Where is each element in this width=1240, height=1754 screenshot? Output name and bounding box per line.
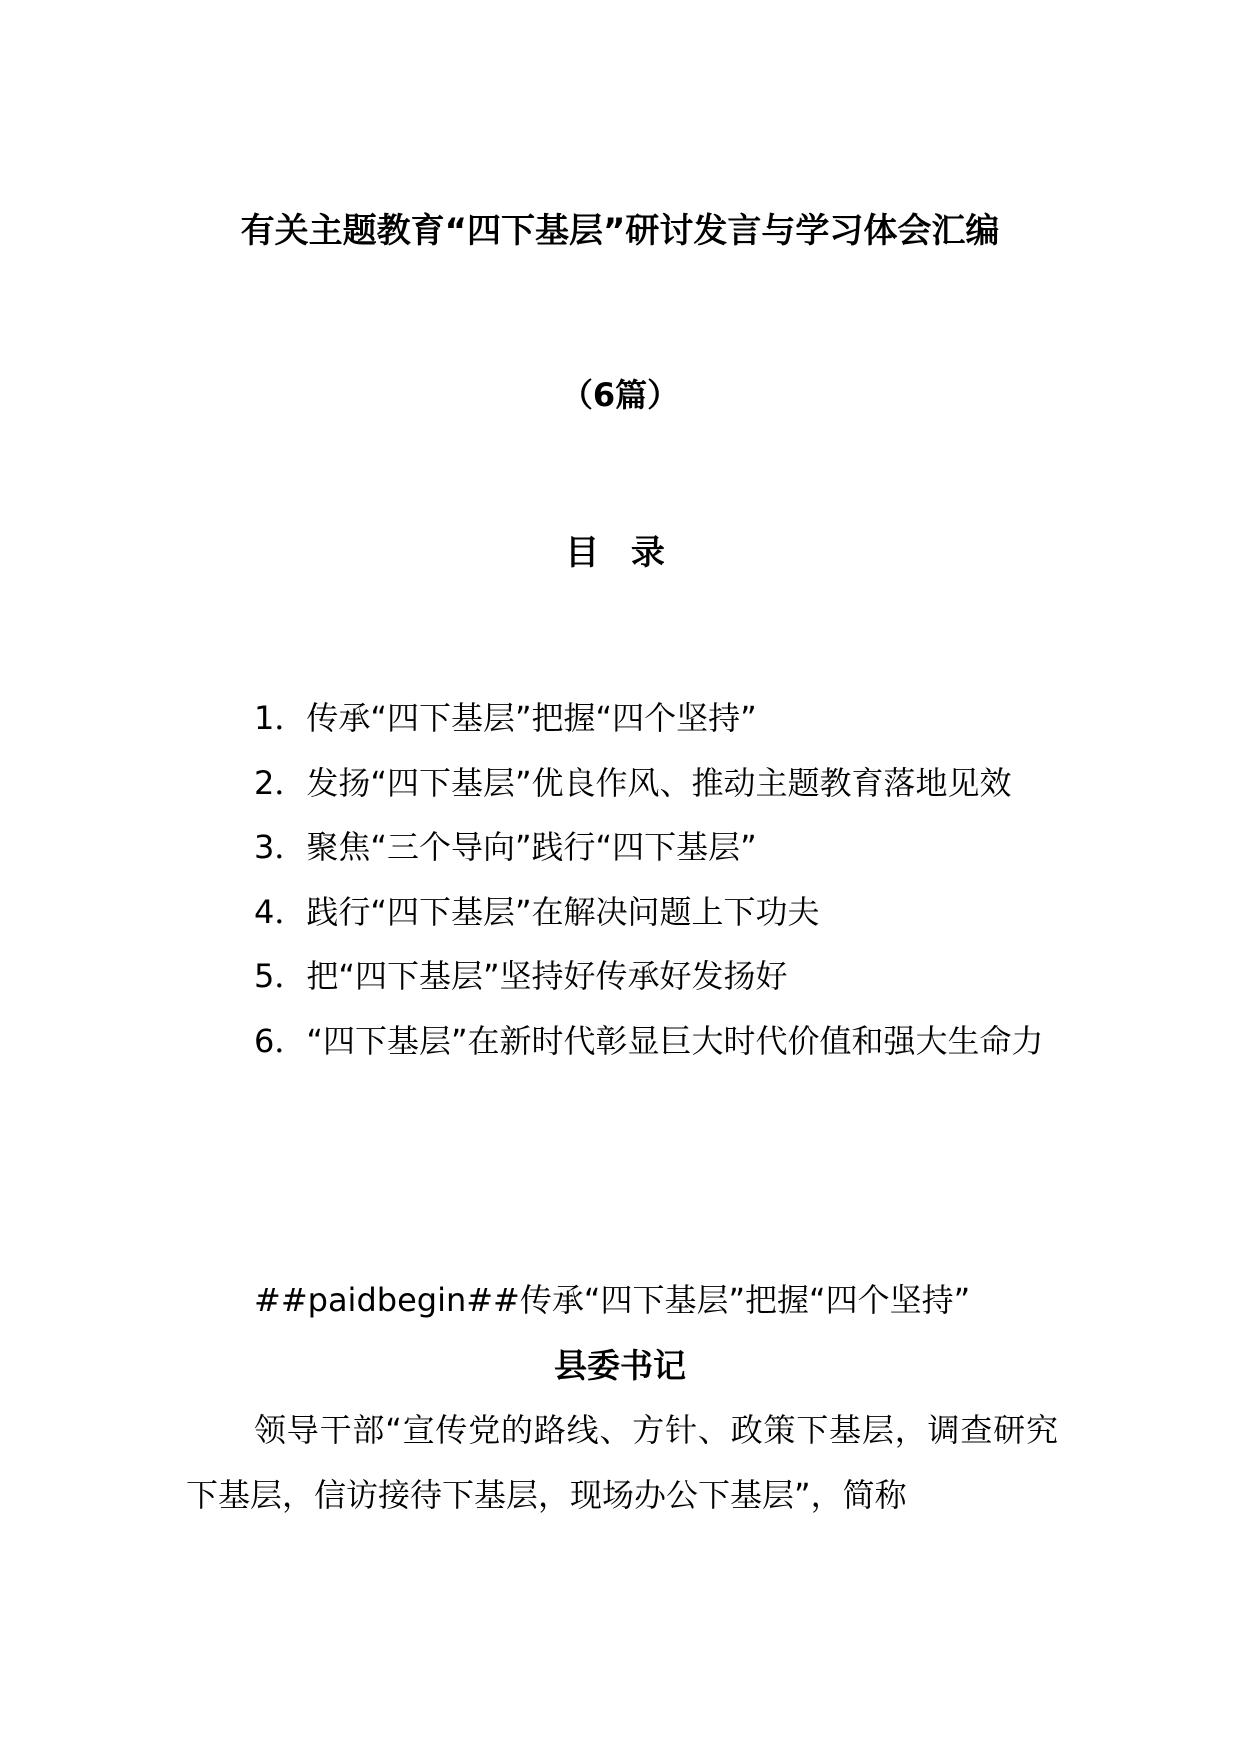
document-title: 有关主题教育“四下基层”研讨发言与学习体会汇编	[240, 211, 1000, 251]
document-subtitle: （6篇）	[560, 376, 680, 414]
toc-heading: 目 录	[565, 533, 675, 573]
toc-item: 6．“四下基层”在新时代彰显巨大时代价值和强大生命力	[254, 1021, 1044, 1060]
author-label: 县委书记	[554, 1346, 686, 1385]
toc-item: 5．把“四下基层”坚持好传承好发扬好	[254, 957, 788, 995]
body-paragraph: 领导干部“宣传党的路线、方针、政策下基层，调查研究下基层，信访接待下基层，现场办公下基层”，简称	[186, 1411, 1058, 1514]
toc-item: 2．发扬“四下基层”优良作风、推动主题教育落地见效	[254, 763, 1012, 802]
table-of-contents	[186, 686, 1058, 1073]
toc-item: 3．聚焦“三个导向”践行“四下基层”	[254, 828, 757, 866]
toc-item: 4．践行“四下基层”在解决问题上下功夫	[254, 892, 820, 931]
toc-item: 1．传承“四下基层”把握“四个坚持”	[254, 699, 757, 737]
section-title: ##paidbegin##传承“四下基层”把握“四个坚持”	[254, 1281, 971, 1319]
